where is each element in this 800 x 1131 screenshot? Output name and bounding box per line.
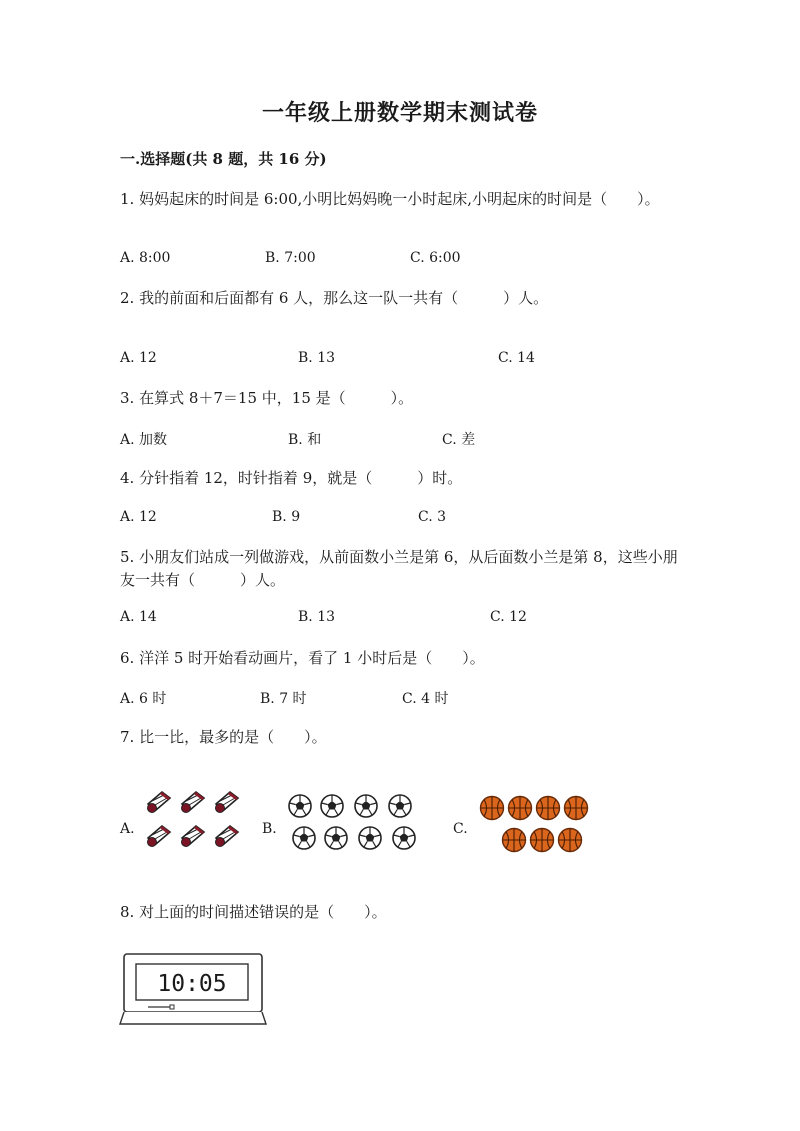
basketball-icon xyxy=(531,829,554,852)
question-3: 3. 在算式 8＋7＝15 中，15 是（ ）。 xyxy=(120,389,414,407)
q4-option-b[interactable]: B. 9 xyxy=(272,509,301,525)
q5-option-a[interactable]: A. 14 xyxy=(120,609,157,625)
q6-option-b[interactable]: B. 7 时 xyxy=(260,691,307,707)
basketball-icon xyxy=(509,797,532,820)
basketball-icon xyxy=(565,797,588,820)
soccer-ball-icon xyxy=(289,795,311,817)
q1-option-c[interactable]: C. 6:00 xyxy=(410,250,461,266)
question-6: 6. 洋洋 5 时开始看动画片，看了 1 小时后是（ ）。 xyxy=(120,649,485,667)
basketball-icon xyxy=(481,797,504,820)
basketball-icon xyxy=(559,829,582,852)
q7-option-c[interactable]: C. xyxy=(453,821,468,837)
soccer-ball-icon xyxy=(321,795,343,817)
question-2: 2. 我的前面和后面都有 6 人，那么这一队一共有（ ）人。 xyxy=(120,289,549,307)
shuttlecock-icon xyxy=(182,792,205,813)
q1-option-b[interactable]: B. 7:00 xyxy=(265,250,316,266)
basketball-icon xyxy=(537,797,560,820)
question-1: 1. 妈妈起床的时间是 6:00,小明比妈妈晚一小时起床,小明起床的时间是（ ）。 xyxy=(120,190,660,208)
soccer-ball-icon xyxy=(293,827,315,849)
soccer-ball-icon xyxy=(393,827,415,849)
shuttlecock-icon xyxy=(148,826,171,847)
section-heading: 一.选择题(共 8 题，共 16 分) xyxy=(120,150,327,168)
q7-option-a[interactable]: A. xyxy=(120,821,135,837)
question-7: 7. 比一比，最多的是（ ）。 xyxy=(120,728,327,746)
basketball-icon xyxy=(503,829,526,852)
q2-option-a[interactable]: A. 12 xyxy=(120,350,157,366)
question-8: 8. 对上面的时间描述错误的是（ ）。 xyxy=(120,903,387,921)
clock-time-display: 10:05 xyxy=(157,971,227,997)
q2-option-b[interactable]: B. 13 xyxy=(298,350,336,366)
page-title: 一年级上册数学期末测试卷 xyxy=(261,100,538,126)
q5-option-b[interactable]: B. 13 xyxy=(298,609,336,625)
q1-option-a[interactable]: A. 8:00 xyxy=(120,250,171,266)
shuttlecock-icon xyxy=(216,826,239,847)
question-5: 5. 小朋友们站成一列做游戏，从前面数小兰是第 6，从后面数小兰是第 8，这些小朋友一共有（ ）人。 xyxy=(120,548,678,589)
basketball-group xyxy=(476,792,598,858)
q4-option-c[interactable]: C. 3 xyxy=(418,509,447,525)
q3-option-a[interactable]: A. 加数 xyxy=(120,432,168,448)
soccer-ball-icon xyxy=(389,795,411,817)
q3-option-b[interactable]: B. 和 xyxy=(288,432,322,448)
shuttlecock-icon xyxy=(182,826,205,847)
q3-option-c[interactable]: C. 差 xyxy=(442,432,476,448)
q5-option-c[interactable]: C. 12 xyxy=(490,609,527,625)
q6-option-c[interactable]: C. 4 时 xyxy=(402,691,449,707)
q6-option-a[interactable]: A. 6 时 xyxy=(120,691,167,707)
q4-option-a[interactable]: A. 12 xyxy=(120,509,157,525)
q7-option-b[interactable]: B. xyxy=(262,821,277,837)
shuttlecock-icon xyxy=(216,792,239,813)
shuttlecock-group xyxy=(142,786,252,856)
soccer-ball-group xyxy=(284,790,424,854)
question-4: 4. 分针指着 12，时针指着 9，就是（ ）时。 xyxy=(120,469,463,487)
shuttlecock-icon xyxy=(148,792,171,813)
digital-clock xyxy=(120,952,266,1028)
soccer-ball-icon xyxy=(325,827,347,849)
soccer-ball-icon xyxy=(359,827,381,849)
soccer-ball-icon xyxy=(355,795,377,817)
q2-option-c[interactable]: C. 14 xyxy=(498,350,535,366)
